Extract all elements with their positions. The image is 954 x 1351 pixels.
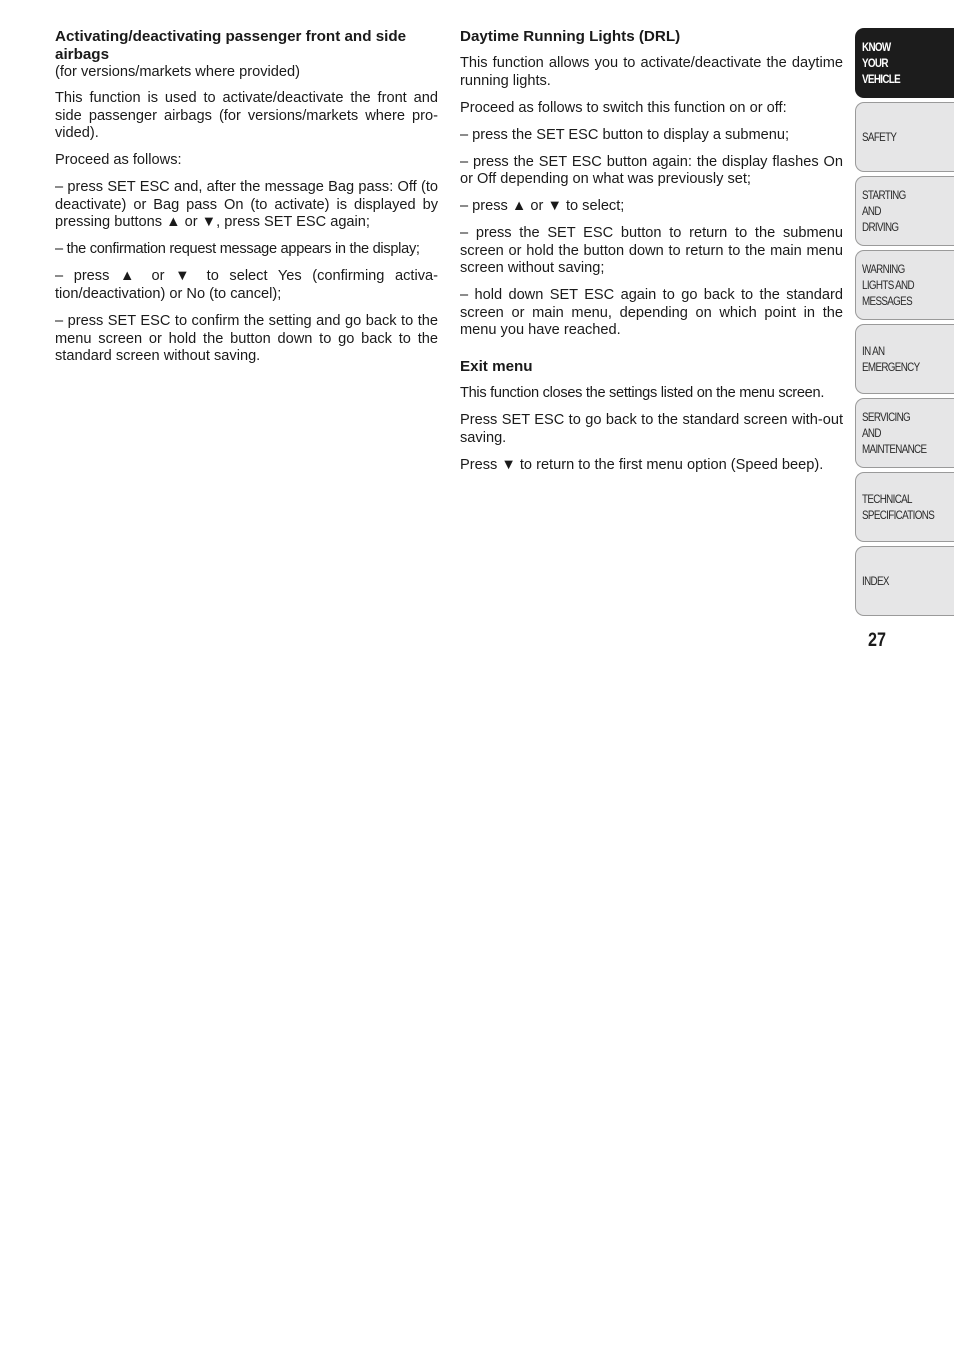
airbag-heading: Activating/deactivating passenger front and side airbags bbox=[55, 28, 407, 63]
airbag-paragraph: – press SET ESC and, after the message Bag pass: Off (to deactivate) or Bag pass On (to activate) is displayed by pressing buttons ▲ or ▼, press SET ESC again; bbox=[55, 179, 438, 231]
drl-paragraph: – press the SET ESC button to display a submenu; bbox=[460, 126, 790, 143]
tab-in-an-emergency[interactable] bbox=[855, 324, 954, 394]
exit-menu-heading: Exit menu bbox=[460, 358, 533, 376]
drl-paragraph: Proceed as follows to switch this function on or off: bbox=[460, 99, 787, 116]
drl-paragraph: – press the SET ESC button to return to the submenu screen or hold the button down to return to the main menu screen without saving; bbox=[460, 225, 843, 277]
drl-paragraph: – hold down SET ESC again to go back to the standard screen or main menu, depending on which point in the menu you have reached. bbox=[460, 287, 843, 339]
exit-paragraph: Press SET ESC to go back to the standard screen with-out saving. bbox=[460, 412, 843, 446]
tab-starting-and-driving[interactable] bbox=[855, 176, 954, 246]
airbag-paragraph: – the confirmation request message appears in the display; bbox=[55, 241, 420, 258]
tab-safety[interactable] bbox=[855, 102, 954, 172]
drl-paragraph: – press ▲ or ▼ to select; bbox=[460, 198, 625, 215]
drl-paragraph: This function allows you to activate/deactivate the daytime running lights. bbox=[460, 55, 843, 89]
left-column bbox=[55, 28, 438, 375]
tab-label: TECHNICAL SPECIFICATIONS bbox=[862, 492, 935, 522]
airbag-paragraph: This function is used to activate/deactivate the front and side passenger airbags (for versions/markets where pro-vided). bbox=[55, 90, 438, 142]
tab-label: WARNING LIGHTS AND MESSAGES bbox=[862, 262, 914, 308]
section-tabs bbox=[855, 28, 954, 620]
airbag-paragraph: Proceed as follows: bbox=[55, 152, 182, 169]
tab-warning-lights-and-messages[interactable] bbox=[855, 250, 954, 320]
tab-technical-specifications[interactable] bbox=[855, 472, 954, 542]
tab-label: INDEX bbox=[862, 574, 889, 588]
drl-paragraph: – press the SET ESC button again: the display flashes On or Off depending on what was previously set; bbox=[460, 153, 843, 188]
middle-column bbox=[460, 28, 843, 484]
page-number: 27 bbox=[868, 630, 886, 651]
airbag-note: (for versions/markets where provided) bbox=[55, 64, 300, 80]
tab-label: SERVICING AND MAINTENANCE bbox=[862, 410, 927, 456]
tab-label: SAFETY bbox=[862, 130, 897, 144]
tab-label: KNOW YOUR VEHICLE bbox=[862, 40, 901, 86]
drl-heading: Daytime Running Lights (DRL) bbox=[460, 28, 681, 45]
exit-paragraph: Press ▼ to return to the first menu option (Speed beep). bbox=[460, 456, 824, 473]
exit-paragraph: This function closes the settings listed on the menu screen. bbox=[460, 385, 825, 402]
tab-servicing-and-maintenance[interactable] bbox=[855, 398, 954, 468]
tab-index[interactable] bbox=[855, 546, 954, 616]
airbag-paragraph: – press SET ESC to confirm the setting and go back to the menu screen or hold the button down to go back to the standard screen without saving. bbox=[55, 312, 438, 365]
tab-label: STARTING AND DRIVING bbox=[862, 188, 906, 234]
tab-know-your-vehicle[interactable] bbox=[855, 28, 954, 98]
tab-label: IN AN EMERGENCY bbox=[862, 344, 920, 374]
airbag-paragraph: – press ▲ or ▼ to select Yes (confirming activa-tion/deactivation) or No (to cancel); bbox=[55, 268, 438, 302]
